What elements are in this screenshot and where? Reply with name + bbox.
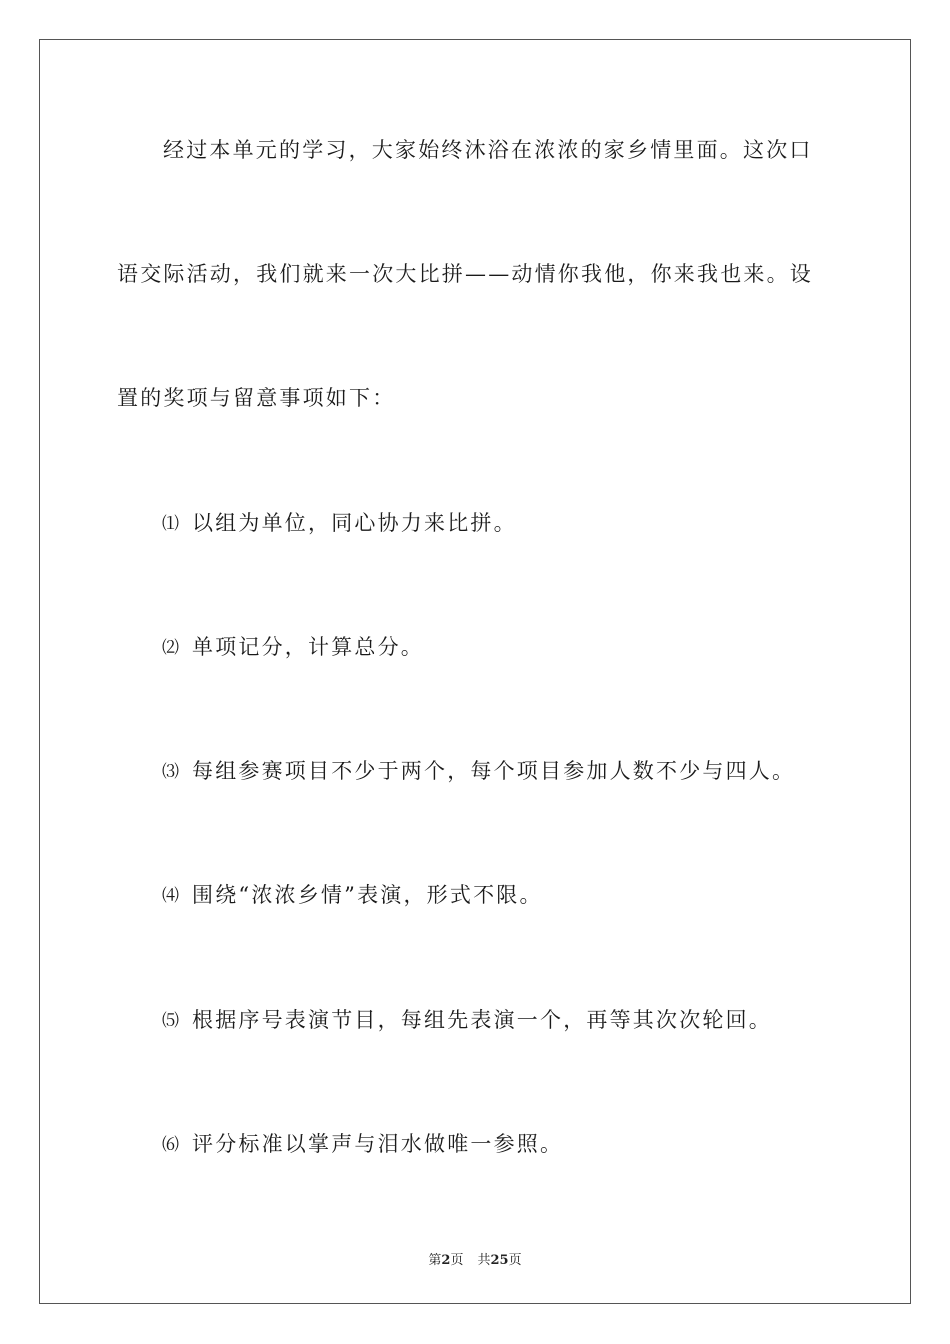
list-item <box>162 761 882 782</box>
item-number: ⑸ <box>162 1011 180 1031</box>
list-item <box>162 1134 882 1155</box>
item-number: ⑷ <box>162 886 180 906</box>
page-border <box>39 39 911 1304</box>
list-item <box>162 885 882 906</box>
paragraph-line-1: 经过本单元的学习，大家始终沐浴在浓浓的家乡情里面。这次口 <box>163 138 813 162</box>
item-text: 根据序号表演节目，每组先表演一个，再等其次次轮回。 <box>192 1008 772 1032</box>
item-text: 围绕“浓浓乡情”表演，形式不限。 <box>192 883 543 907</box>
item-text: 评分标准以掌声与泪水做唯一参照。 <box>192 1132 564 1156</box>
item-number: ⑶ <box>162 762 180 782</box>
list-item <box>162 1010 882 1031</box>
list-item <box>162 637 882 658</box>
item-number: ⑹ <box>162 1135 180 1155</box>
item-text: 每组参赛项目不少于两个，每个项目参加人数不少与四人。 <box>192 759 796 783</box>
footer-total-suffix: 页 <box>508 1253 522 1268</box>
page-footer <box>0 1249 950 1268</box>
list-item <box>162 513 882 534</box>
item-number: ⑴ <box>162 514 180 534</box>
footer-total-prefix: 共 <box>477 1253 491 1268</box>
footer-prefix: 第 <box>428 1253 442 1268</box>
footer-page-word: 页 <box>450 1253 464 1268</box>
item-number: ⑵ <box>162 638 180 658</box>
current-page-number: 2 <box>441 1253 451 1268</box>
paragraph-line-2: 语交际活动，我们就来一次大比拼——动情你我他，你来我也来。设 <box>117 262 813 286</box>
total-pages-number: 25 <box>490 1253 509 1268</box>
paragraph-line-3: 置的奖项与留意事项如下： <box>117 386 396 410</box>
item-text: 单项记分，计算总分。 <box>192 635 424 659</box>
item-text: 以组为单位，同心协力来比拼。 <box>192 511 517 535</box>
